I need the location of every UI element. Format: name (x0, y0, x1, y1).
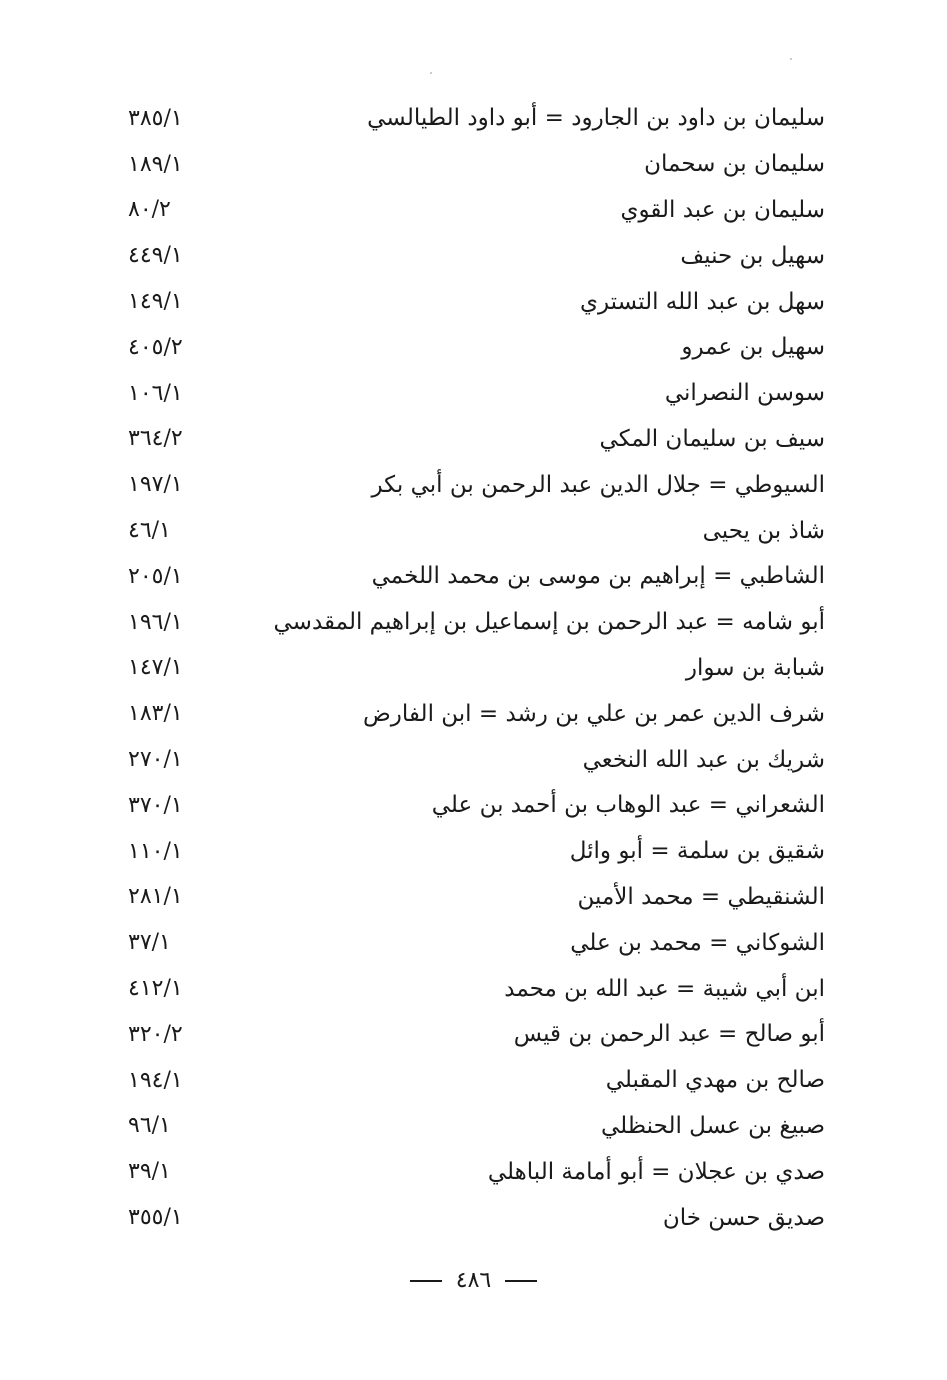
entry-name: سهل بن عبد الله التستري (579, 288, 825, 315)
page-number: ٤٨٦ (455, 1268, 492, 1293)
index-entry (110, 142, 825, 188)
entry-page-ref: ١٨٣/١ (128, 701, 183, 727)
entry-name: صالح بن مهدي المقبلي (605, 1067, 825, 1094)
index-entry (110, 279, 825, 325)
index-entry (110, 1058, 825, 1104)
index-entry (110, 462, 825, 508)
entry-page-ref: ١٩٤/١ (128, 1067, 183, 1093)
entry-page-ref: ١٩٦/١ (128, 609, 183, 635)
index-entry (110, 325, 825, 371)
index-entry (110, 554, 825, 600)
index-entry (110, 1104, 825, 1150)
entry-name: ابن أبي شيبة = عبد الله بن محمد (504, 975, 825, 1002)
entry-name: صديق حسن خان (662, 1204, 825, 1231)
entry-name: شبابة بن سوار (685, 654, 825, 681)
index-entry (110, 737, 825, 783)
entry-name: سليمان بن عبد القوي (620, 196, 825, 223)
entry-page-ref: ١٠٦/١ (128, 380, 183, 406)
entry-page-ref: ٣٢٠/٢ (128, 1021, 183, 1047)
index-entry (110, 600, 825, 646)
scan-speck (430, 72, 432, 74)
index-entry (110, 875, 825, 921)
entry-name: السيوطي = جلال الدين عبد الرحمن بن أبي بكر (371, 471, 825, 498)
entry-page-ref: ٨٠/٢ (128, 197, 171, 223)
entry-page-ref: ١٤٧/١ (128, 655, 183, 681)
scan-speck (790, 58, 792, 60)
entry-page-ref: ١٤٩/١ (128, 289, 183, 315)
entry-page-ref: ٢٠٥/١ (128, 563, 183, 589)
entry-page-ref: ٣٥٥/١ (128, 1205, 183, 1231)
entry-page-ref: ٢٧٠/١ (128, 747, 183, 773)
entry-page-ref: ٤٦/١ (128, 518, 171, 544)
index-entry (110, 233, 825, 279)
entry-page-ref: ٩٦/١ (128, 1113, 171, 1139)
index-entry (110, 920, 825, 966)
index-entry (110, 646, 825, 692)
index-entry (110, 96, 825, 142)
entry-page-ref: ٤٤٩/١ (128, 243, 183, 269)
page-footer (0, 1268, 947, 1293)
entry-page-ref: ٢٨١/١ (128, 884, 183, 910)
entry-page-ref: ٤٠٥/٢ (128, 334, 183, 360)
entry-page-ref: ٣٧/١ (128, 930, 171, 956)
entry-name: الشنقيطي = محمد الأمين (577, 883, 825, 910)
index-entry (110, 1149, 825, 1195)
footer-dash-left (410, 1280, 442, 1282)
index-entry (110, 829, 825, 875)
entry-name: أبو صالح = عبد الرحمن بن قيس (513, 1021, 825, 1048)
entry-name: أبو شامه = عبد الرحمن بن إسماعيل بن إبراهيم المقدسي (273, 609, 825, 636)
index-entry (110, 1195, 825, 1241)
index-entry (110, 188, 825, 234)
entry-name: سليمان بن داود بن الجارود = أبو داود الطيالسي (367, 105, 825, 132)
entry-page-ref: ١١٠/١ (128, 838, 183, 864)
entry-name: صبيغ بن عسل الحنظلي (601, 1112, 825, 1139)
entry-name: سهيل بن عمرو (681, 334, 825, 361)
entry-page-ref: ٣٦٤/٢ (128, 426, 183, 452)
index-entry (110, 783, 825, 829)
entry-name: شرف الدين عمر بن علي بن رشد = ابن الفارض (363, 700, 825, 727)
entry-page-ref: ١٩٧/١ (128, 472, 183, 498)
entry-name: سهيل بن حنيف (680, 242, 825, 269)
index-entry (110, 691, 825, 737)
entry-page-ref: ١٨٩/١ (128, 151, 183, 177)
entry-name: سليمان بن سحمان (644, 151, 825, 178)
entry-name: شاذ بن يحيى (702, 517, 825, 544)
index-list (110, 96, 825, 1241)
entry-page-ref: ٣٨٥/١ (128, 105, 183, 131)
entry-name: سوسن النصراني (664, 380, 825, 407)
entry-name: شريك بن عبد الله النخعي (582, 746, 825, 773)
footer-dash-right (505, 1280, 537, 1282)
entry-name: الشوكاني = محمد بن علي (570, 929, 825, 956)
entry-page-ref: ٣٩/١ (128, 1159, 171, 1185)
index-entry (110, 508, 825, 554)
entry-name: الشاطبي = إبراهيم بن موسى بن محمد اللخمي (371, 563, 825, 590)
entry-name: الشعراني = عبد الوهاب بن أحمد بن علي (431, 792, 825, 819)
index-entry (110, 966, 825, 1012)
entry-name: صدي بن عجلان = أبو أمامة الباهلي (487, 1158, 825, 1185)
entry-name: سيف بن سليمان المكي (599, 425, 825, 452)
entry-page-ref: ٣٧٠/١ (128, 792, 183, 818)
entry-name: شقيق بن سلمة = أبو وائل (569, 838, 825, 865)
index-entry (110, 371, 825, 417)
index-entry (110, 1012, 825, 1058)
index-entry (110, 417, 825, 463)
entry-page-ref: ٤١٢/١ (128, 976, 183, 1002)
